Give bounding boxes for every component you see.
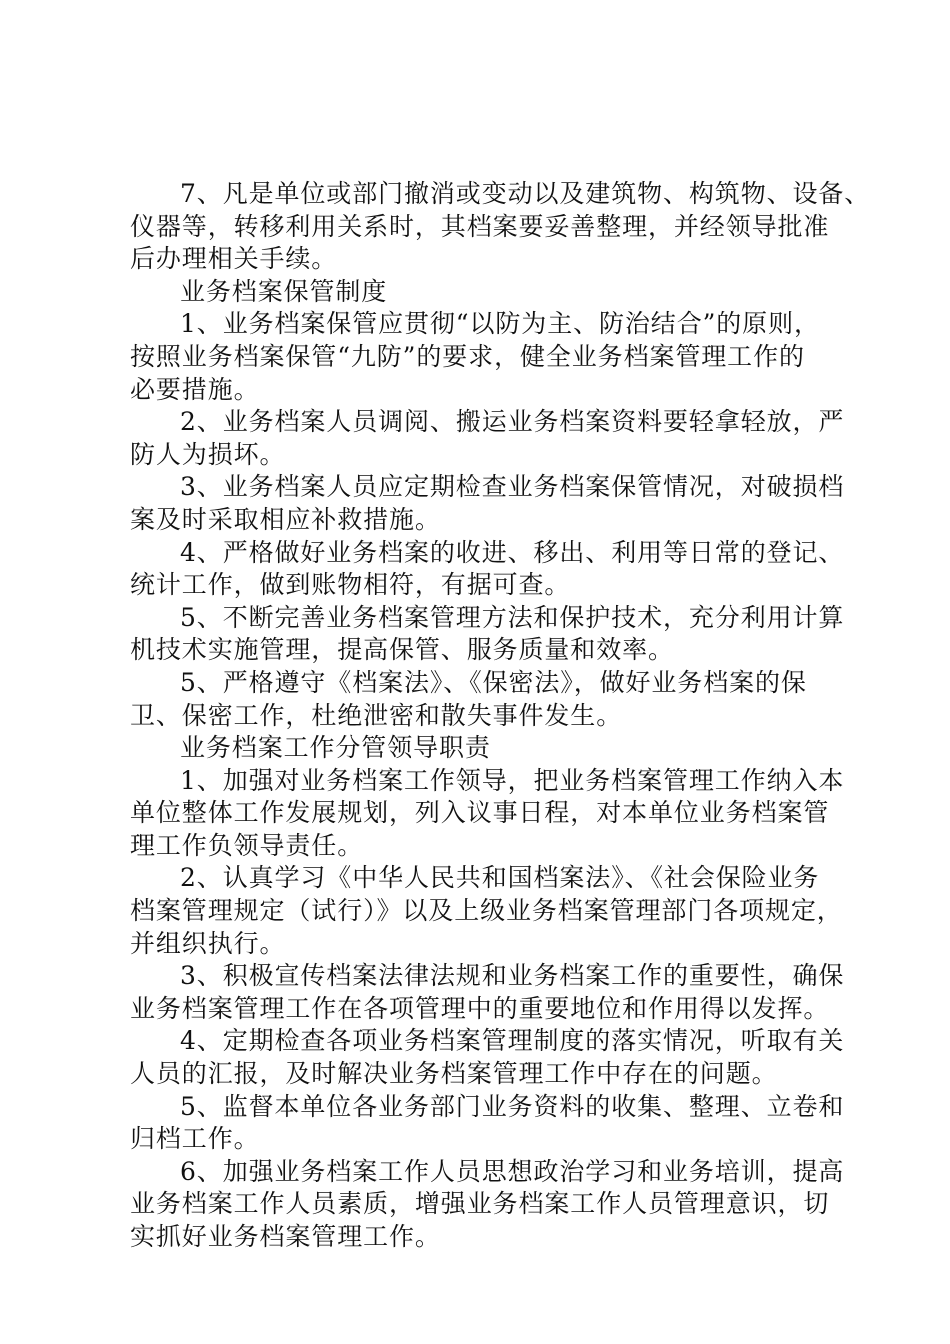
paragraph-line: 6、加强业务档案工作人员思想政治学习和业务培训，提高: [180, 1156, 845, 1186]
paragraph: [130, 406, 845, 471]
paragraph-line: 后办理相关手续。: [130, 244, 338, 274]
paragraph-line: 1、加强对业务档案工作领导，把业务档案管理工作纳入本: [180, 765, 845, 795]
paragraph-line: 并组织执行。: [130, 928, 286, 958]
paragraph-line: 4、严格做好业务档案的收进、移出、利用等日常的登记、: [180, 537, 845, 567]
paragraph-line: 卫、保密工作，杜绝泄密和散失事件发生。: [130, 700, 623, 730]
paragraph: [130, 765, 845, 863]
paragraph-line: 机技术实施管理，提高保管、服务质量和效率。: [130, 635, 674, 665]
paragraph-line: 5、不断完善业务档案管理方法和保护技术，充分利用计算: [180, 602, 845, 632]
paragraph-line: 业务档案工作人员素质，增强业务档案工作人员管理意识，切: [130, 1189, 830, 1219]
paragraph: [130, 667, 832, 732]
paragraph-line: 3、积极宣传档案法律法规和业务档案工作的重要性，确保: [180, 961, 845, 991]
paragraph-line: 档案管理规定（试行）》以及上级业务档案管理部门各项规定，: [130, 896, 843, 926]
paragraph: [130, 1156, 845, 1254]
paragraph-line: 防人为损坏。: [130, 439, 286, 469]
paragraph: [130, 308, 832, 406]
section-heading: [130, 732, 832, 765]
paragraph: [130, 960, 845, 1025]
heading-line: 业务档案保管制度: [180, 276, 388, 306]
paragraph-line: 7、凡是单位或部门撤消或变动以及建筑物、构筑物、设备、: [180, 179, 871, 208]
paragraph: [130, 1025, 845, 1090]
paragraph-line: 业务档案管理工作在各项管理中的重要地位和作用得以发挥。: [130, 993, 830, 1023]
paragraph-line: 5、严格遵守《档案法》、《保密法》，做好业务档案的保: [180, 667, 807, 697]
paragraph: [130, 862, 843, 960]
paragraph-line: 2、业务档案人员调阅、搬运业务档案资料要轻拿轻放，严: [180, 407, 845, 437]
paragraph: [130, 537, 845, 602]
paragraph-line: 人员的汇报，及时解决业务档案管理工作中存在的问题。: [130, 1059, 778, 1089]
paragraph-line: 归档工作。: [130, 1124, 260, 1154]
paragraph-line: 实抓好业务档案管理工作。: [130, 1222, 441, 1251]
paragraph-line: 按照业务档案保管“九防”的要求，健全业务档案管理工作的: [130, 341, 805, 371]
paragraph-line: 5、监督本单位各业务部门业务资料的收集、整理、立卷和: [180, 1091, 845, 1121]
paragraph-line: 案及时采取相应补救措施。: [130, 504, 441, 534]
paragraph: [130, 602, 845, 667]
paragraph-line: 单位整体工作发展规划，列入议事日程，对本单位业务档案管: [130, 798, 830, 828]
section-heading: [130, 276, 832, 309]
paragraph-line: 统计工作，做到账物相符，有据可查。: [130, 570, 571, 600]
paragraph-line: 4、定期检查各项业务档案管理制度的落实情况，听取有关: [180, 1026, 845, 1056]
paragraph: [130, 471, 845, 536]
paragraph: [130, 1091, 845, 1156]
document-body: [130, 178, 871, 1254]
paragraph-line: 必要措施。: [130, 374, 260, 404]
heading-line: 业务档案工作分管领导职责: [180, 733, 491, 763]
paragraph-line: 理工作负领导责任。: [130, 830, 364, 860]
paragraph-line: 3、业务档案人员应定期检查业务档案保管情况，对破损档: [180, 472, 845, 502]
paragraph: [130, 178, 871, 276]
paragraph-line: 2、认真学习《中华人民共和国档案法》、《社会保险业务: [180, 863, 820, 893]
paragraph-line: 1、业务档案保管应贯彻“以防为主、防治结合”的原则，: [180, 309, 820, 339]
paragraph-line: 仪器等，转移利用关系时，其档案要妥善整理，并经领导批准: [130, 211, 830, 241]
